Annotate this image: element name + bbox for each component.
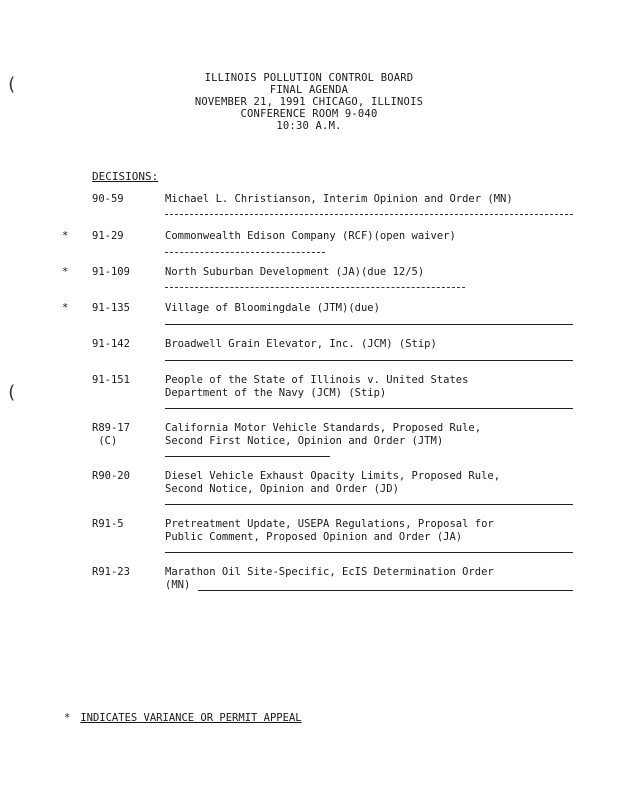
item-description: Village of Bloomingdale (JTM)(due)	[165, 302, 380, 314]
margin-mark: (	[6, 382, 17, 403]
item-description: Marathon Oil Site-Specific, EcIS Determination Order (MN)	[165, 566, 494, 591]
signature-line	[165, 408, 573, 409]
signature-line	[165, 456, 330, 457]
signature-line	[165, 552, 573, 553]
item-number: 91-135	[92, 302, 130, 314]
item-star: *	[62, 266, 69, 278]
signature-line	[165, 360, 573, 361]
signature-line	[165, 287, 465, 288]
item-star: *	[62, 302, 69, 314]
item-number: R89-17 (C)	[92, 422, 130, 447]
item-description: California Motor Vehicle Standards, Proposed Rule, Second First Notice, Opinion and Order (JTM)	[165, 422, 482, 447]
item-number: R90-20	[92, 470, 130, 482]
header-subtitle: FINAL AGENDA	[269, 84, 349, 96]
header-room: CONFERENCE ROOM 9-040	[240, 108, 378, 120]
item-description: North Suburban Development (JA)(due 12/5)	[165, 266, 425, 278]
item-number: 91-109	[92, 266, 130, 278]
signature-line	[165, 252, 325, 253]
signature-line	[165, 324, 573, 325]
footer-note	[64, 712, 302, 724]
header-title: ILLINOIS POLLUTION CONTROL BOARD	[204, 72, 414, 84]
item-number: 90-59	[92, 193, 124, 205]
item-description: People of the State of Illinois v. United States Department of the Navy (JCM) (Stip)	[165, 374, 469, 399]
item-number: 91-142	[92, 338, 130, 350]
item-description: Michael L. Christianson, Interim Opinion and Order (MN)	[165, 193, 513, 205]
item-description: Pretreatment Update, USEPA Regulations, Proposal for Public Comment, Proposed Opinion and Order (JA)	[165, 518, 494, 543]
margin-mark: (	[6, 74, 17, 95]
header-time: 10:30 A.M.	[276, 120, 342, 132]
item-number: 91-151	[92, 374, 130, 386]
item-description: Broadwell Grain Elevator, Inc. (JCM) (Stip)	[165, 338, 437, 350]
item-number: R91-5	[92, 518, 124, 530]
signature-line	[165, 214, 573, 215]
signature-line	[198, 590, 573, 591]
item-number: R91-23	[92, 566, 130, 578]
signature-line	[165, 504, 573, 505]
footer-text: INDICATES VARIANCE OR PERMIT APPEAL	[80, 712, 302, 724]
footer-star: *	[64, 712, 71, 724]
section-label: DECISIONS:	[92, 170, 159, 183]
item-star: *	[62, 230, 69, 242]
item-number: 91-29	[92, 230, 124, 242]
header-date-location: NOVEMBER 21, 1991 CHICAGO, ILLINOIS	[194, 96, 424, 108]
item-description: Commonwealth Edison Company (RCF)(open waiver)	[165, 230, 456, 242]
item-description: Diesel Vehicle Exhaust Opacity Limits, Proposed Rule, Second Notice, Opinion and Order (JD)	[165, 470, 501, 495]
